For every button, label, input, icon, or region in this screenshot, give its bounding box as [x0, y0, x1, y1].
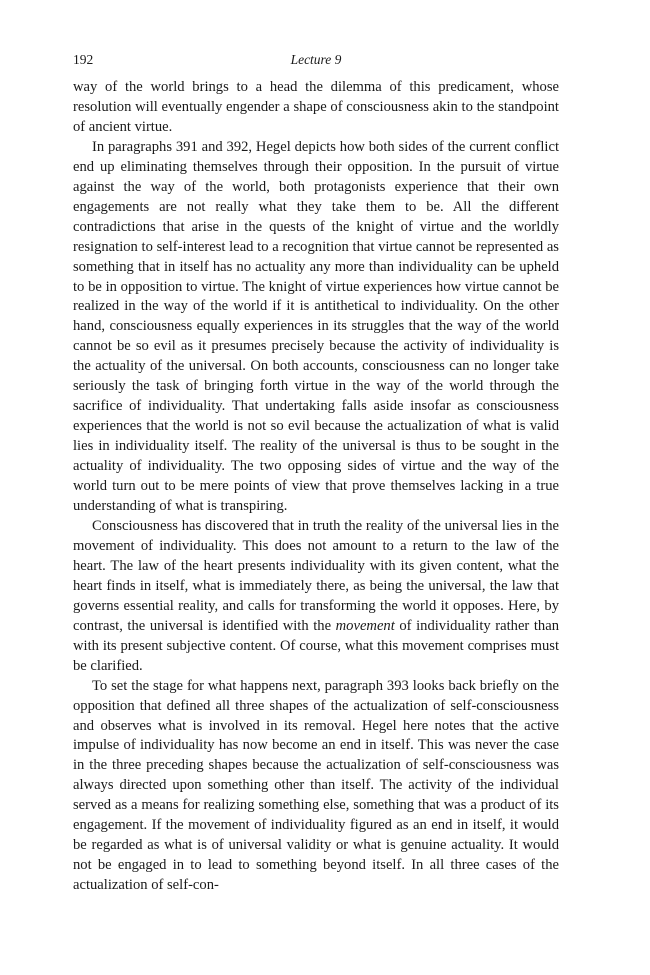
text-segment: of individuality rather than with its present subjective content. Of course, what this movement comprises must be clarified.: [73, 617, 559, 674]
paragraph: [73, 677, 559, 896]
book-page: [73, 50, 559, 896]
body-text: [73, 78, 559, 896]
paragraph: [73, 138, 559, 517]
text-segment: Consciousness has discovered that in truth the reality of the universal lies in the movement of individuality. This does not amount to a return to the law of the heart. The law of the heart presents individuality with its given content, what the heart finds in itself, what is immediately there, as being the universal, the law that governs essential reality, and calls for transforming the world it opposes. Here, by contrast, the universal is identified with the: [73, 517, 559, 634]
paragraph: [73, 517, 559, 677]
emphasized-text: movement: [335, 617, 395, 634]
text-segment: To set the stage for what happens next, paragraph 393 looks back briefly on the opposition that defined all three shapes of the actualization of self-consciousness and observes what is involved in its removal. Hegel here notes that the active impulse of individuality has now become an end in itself. This was never the case in the three preceding shapes because the actualization of self-consciousness was always directed upon something other than itself. The activity of the individual served as a means for realizing something else, something that was a product of its engagement. If the movement of individuality figured as an end in itself, it would be regarded as what is of universal validity or what is genuine actuality. It would not be engaged in to lead to something beyond itself. In all three cases of the actualization of self-con-: [73, 677, 559, 894]
page-number: 192: [73, 52, 94, 67]
running-head: [73, 50, 559, 70]
text-segment: way of the world brings to a head the dilemma of this predicament, whose resolution will eventually engender a shape of consciousness akin to the standpoint of ancient virtue.: [73, 79, 559, 135]
text-segment: In paragraphs 391 and 392, Hegel depicts how both sides of the current conflict end up eliminating themselves through their opposition. In the pursuit of virtue against the way of the world, both protagonists experience that their own engagements are not really what they take them to be. All the different contradictions that arise in the quests of the knight of virtue and the worldly resignation to self-interest lead to a recognition that virtue cannot be represented as something that in itself has no actuality any more than individuality can be upheld to be in opposition to virtue. The knight of virtue experiences how virtue cannot be realized in the way of the world if it is antithetical to individuality. On the other hand, consciousness equally experiences in its struggles that the way of the world cannot be so evil as it presumes precisely because the activity of individuality is the actuality of the universal. On both accounts, consciousness can no longer take seriously the task of bringing forth virtue in the way of the world through the sacrifice of individuality. That undertaking falls aside insofar as consciousness experiences that the world is not so evil because the actualization of what is valid lies in individuality itself. The reality of the universal is thus to be sought in the actuality of individuality. The two opposing sides of virtue and the way of the world turn out to be mere points of view that prove themselves lacking in a true understanding of what is transpiring.: [73, 138, 559, 515]
running-title: Lecture 9: [290, 52, 342, 67]
paragraph: [73, 78, 559, 138]
